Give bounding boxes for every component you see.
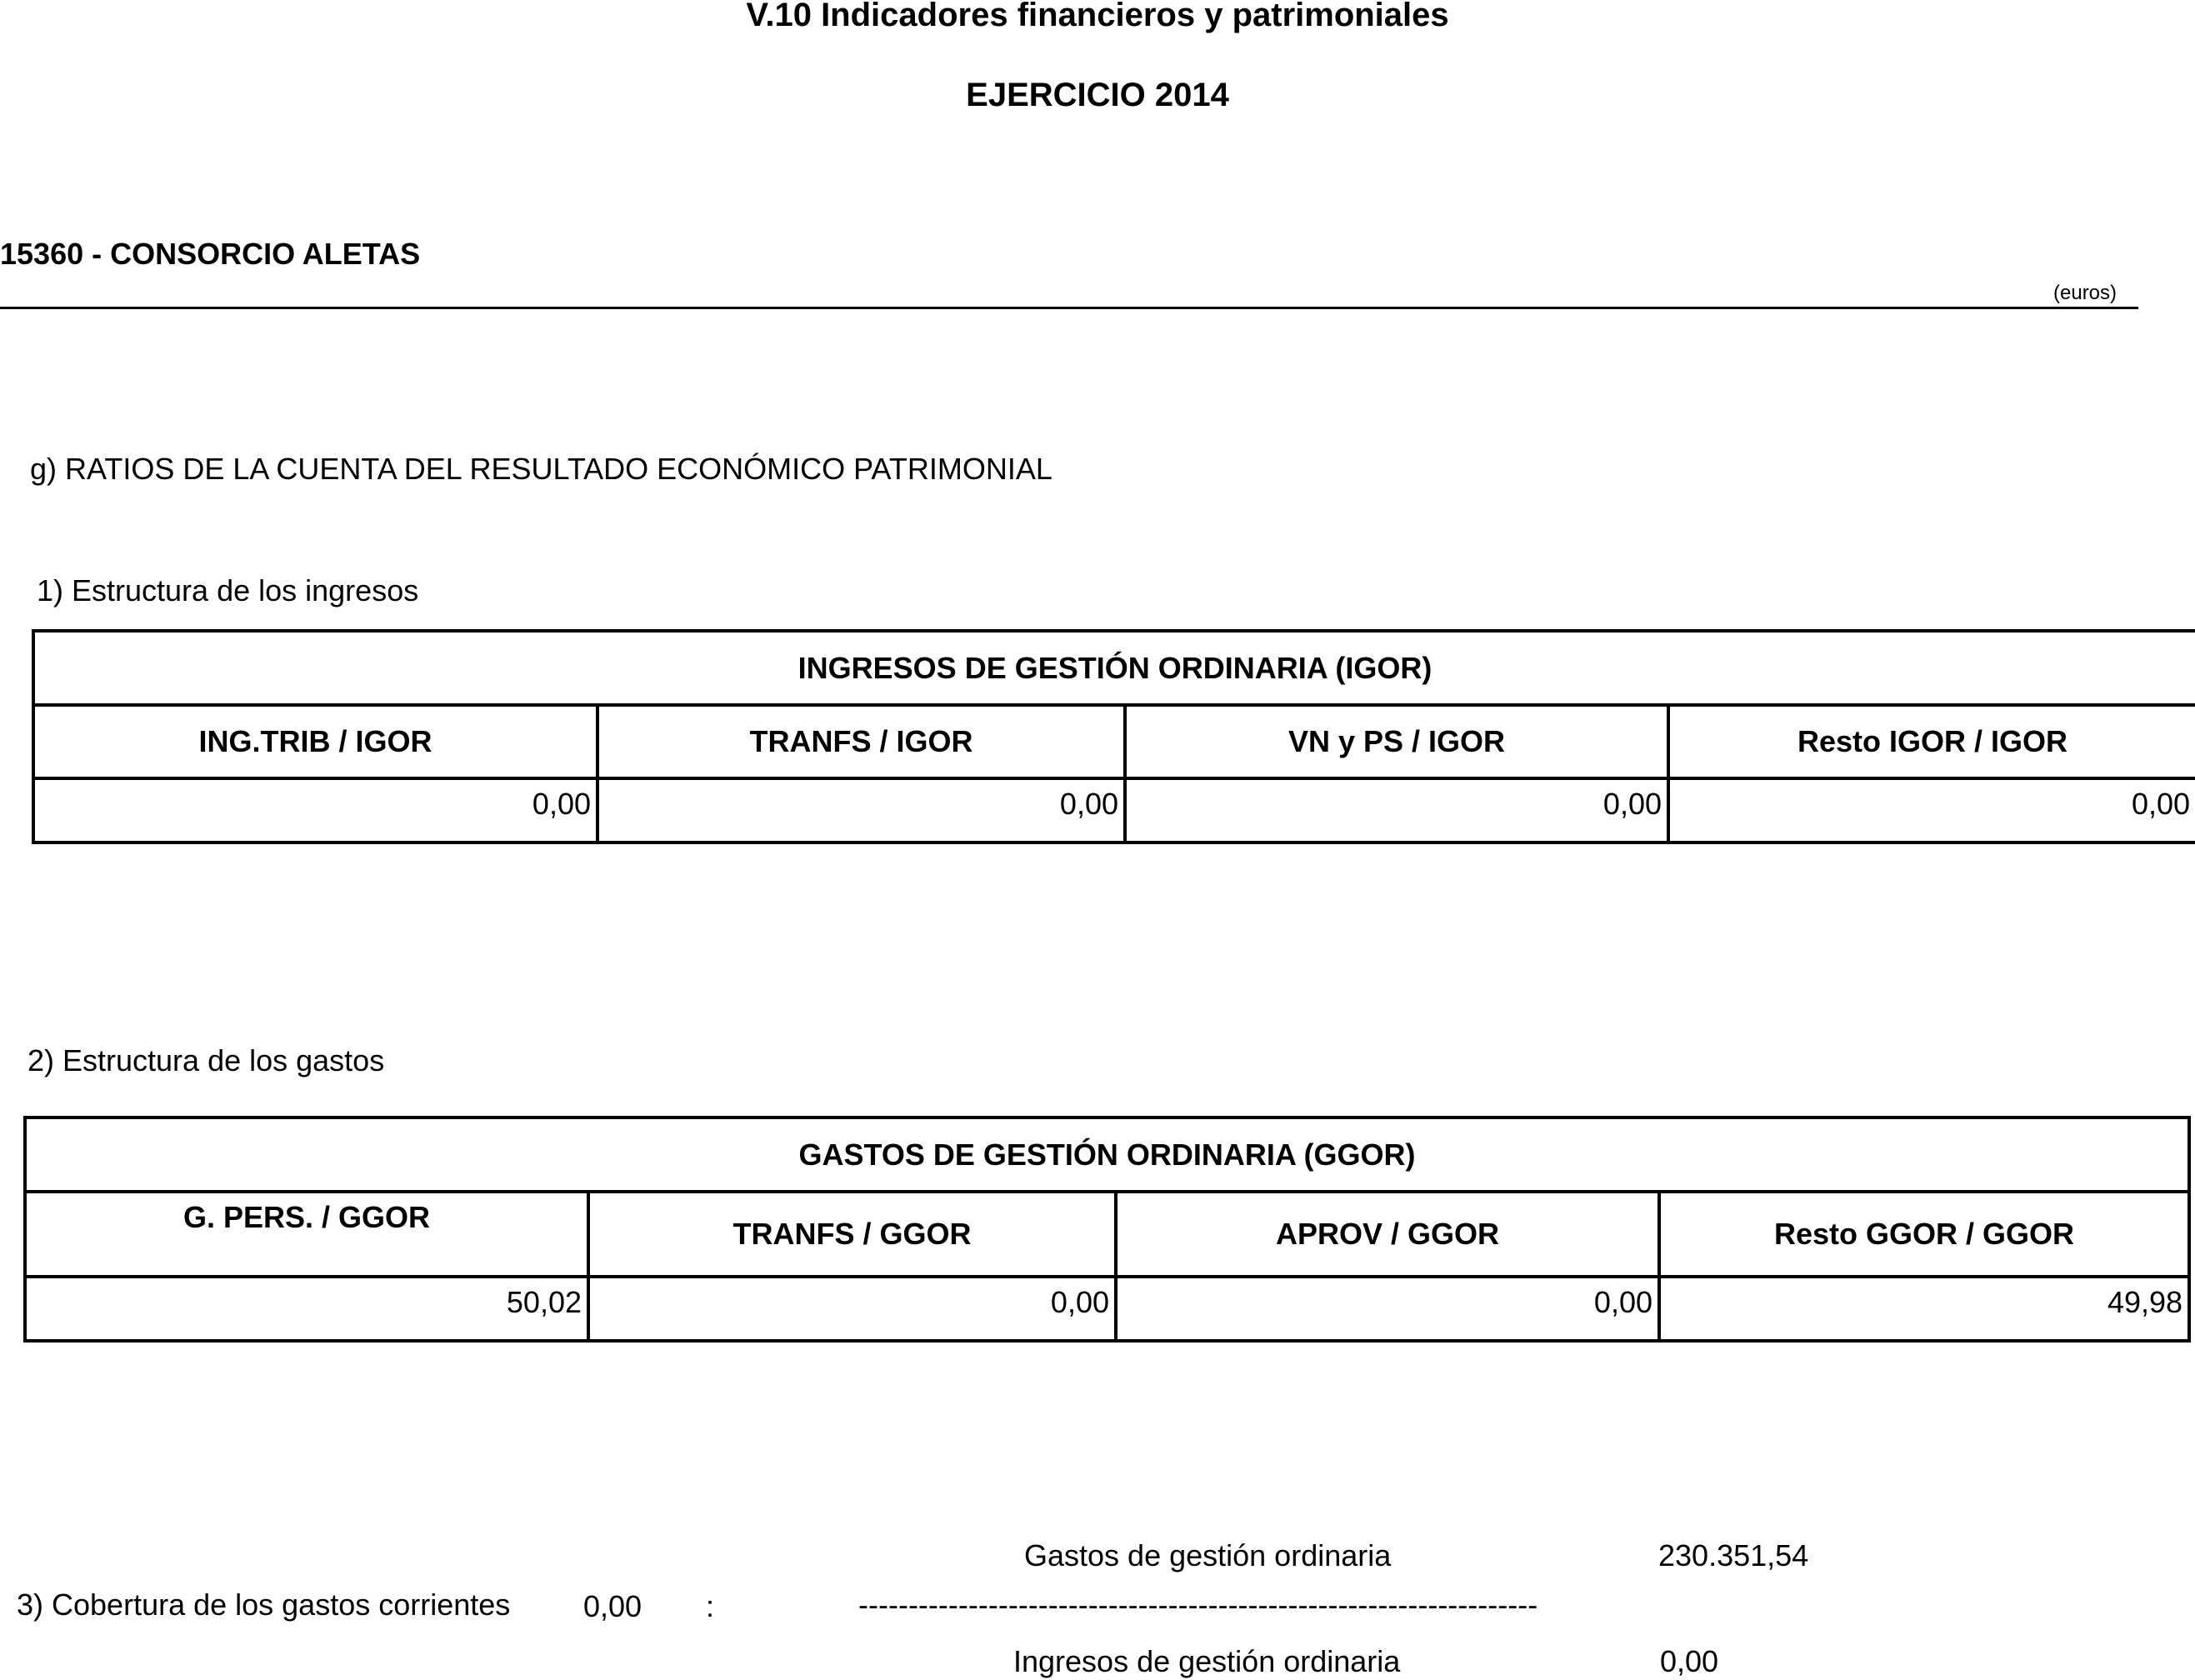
- denominator-value: 0,00: [1660, 1644, 1719, 1678]
- header-divider: [0, 307, 2138, 309]
- ingresos-table-title: INGRESOS DE GESTIÓN ORDINARIA (IGOR): [33, 631, 2195, 705]
- gastos-value: 49,98: [1659, 1277, 2189, 1341]
- units-label: (euros): [2053, 282, 2118, 304]
- cobertura-colon: :: [706, 1589, 715, 1623]
- ingresos-value: 0,00: [1125, 778, 1668, 842]
- ingresos-col-header: TRANFS / IGOR: [598, 705, 1125, 778]
- ingresos-value: 0,00: [1668, 778, 2195, 842]
- numerator-label: Gastos de gestión ordinaria: [1024, 1538, 1392, 1572]
- numerator-value: 230.351,54: [1658, 1538, 1809, 1572]
- ingresos-col-header: VN y PS / IGOR: [1125, 705, 1668, 778]
- ingresos-label: 1) Estructura de los ingresos: [37, 573, 419, 608]
- section-title: g) RATIOS DE LA CUENTA DEL RESULTADO ECONÓMICO PATRIMONIAL: [30, 452, 1052, 486]
- ingresos-col-header: Resto IGOR / IGOR: [1668, 705, 2195, 778]
- gastos-value: 0,00: [588, 1277, 1116, 1341]
- gastos-value: 50,02: [25, 1277, 588, 1341]
- ingresos-value: 0,00: [33, 778, 598, 842]
- cobertura-value: 0,00: [583, 1589, 642, 1623]
- gastos-table: [23, 1116, 2191, 1342]
- entity-name: 15360 - CONSORCIO ALETAS: [0, 237, 421, 271]
- gastos-col-header: TRANFS / GGOR: [588, 1192, 1116, 1277]
- cobertura-label: 3) Cobertura de los gastos corrientes: [17, 1588, 511, 1622]
- denominator-label: Ingresos de gestión ordinaria: [1013, 1644, 1401, 1678]
- ingresos-table: [32, 629, 2195, 844]
- ingresos-col-header: ING.TRIB / IGOR: [33, 705, 598, 778]
- gastos-col-header: G. PERS. / GGOR: [25, 1192, 588, 1277]
- ingresos-value: 0,00: [598, 778, 1125, 842]
- fraction-divider: --------------------------------------------------------------------: [858, 1588, 1538, 1622]
- gastos-col-header: APROV / GGOR: [1116, 1192, 1659, 1277]
- gastos-label: 2) Estructura de los gastos: [28, 1043, 385, 1078]
- gastos-table-title: GASTOS DE GESTIÓN ORDINARIA (GGOR): [25, 1118, 2189, 1192]
- exercise-year: EJERCICIO 2014: [966, 77, 1229, 113]
- gastos-col-header: Resto GGOR / GGOR: [1659, 1192, 2189, 1277]
- gastos-value: 0,00: [1116, 1277, 1659, 1341]
- report-title: V.10 Indicadores financieros y patrimoniales: [746, 0, 1449, 33]
